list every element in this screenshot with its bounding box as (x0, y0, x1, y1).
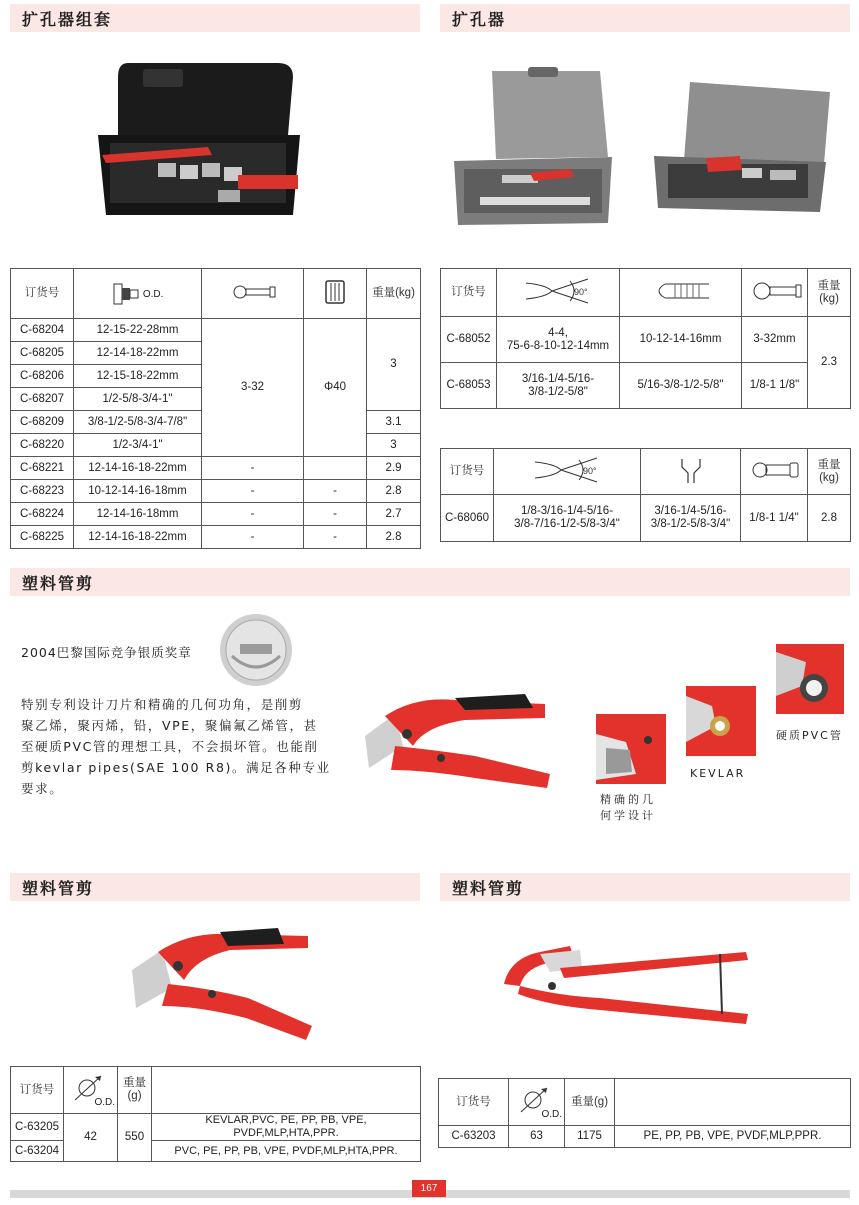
silver-medal-image (218, 612, 294, 688)
order-code: C-68223 (11, 480, 74, 503)
order-code: C-68224 (11, 503, 74, 526)
deburr-sizes-line: 3/8-1/2-5/8-3/4" (650, 518, 731, 530)
od-value: 10-12-14-16-18mm (74, 480, 202, 503)
order-number-header: 订货号 (441, 269, 497, 317)
section-title: 扩孔器 (452, 10, 507, 29)
kevlar-cut-image (686, 686, 756, 756)
order-code: C-68225 (11, 526, 74, 549)
od-value: 63 (509, 1126, 565, 1148)
pipe-cutter-main-image (355, 686, 555, 796)
order-number-header: 订货号 (11, 1067, 64, 1114)
description-line: 特别专利设计刀片和精确的几何功角，是削剪 (21, 697, 304, 712)
order-code: C-68052 (441, 317, 497, 363)
materials-value: PVC, PE, PP, PB, VPE, PVDF,MLP,HTA,PPR. (152, 1141, 421, 1162)
weight-header: 重量(g) (565, 1079, 615, 1126)
bender-header (620, 269, 742, 317)
pipe-cutter-63205-image (128, 918, 314, 1042)
flare-kit-spec-table (10, 268, 421, 549)
od-header (64, 1067, 118, 1114)
hard-pvc-cut-image (776, 644, 844, 714)
section-title: 扩孔器组套 (22, 10, 113, 29)
od-value: 42 (64, 1114, 118, 1162)
od-value: 12-14-16-18mm (74, 503, 202, 526)
pipe-cutter-icon (748, 280, 802, 302)
od-value: 12-14-16-18-22mm (74, 457, 202, 480)
deburr-sizes-line: 3/16-1/4-5/16- (654, 505, 727, 517)
order-code: C-68206 (11, 365, 74, 388)
weight-value: 2.9 (367, 457, 421, 480)
bender-sizes: 10-12-14-16mm (620, 317, 742, 363)
pipe-cutter-63205-spec-table (10, 1066, 421, 1162)
od-value: 12-15-22-28mm (74, 319, 202, 342)
description-line: 聚乙烯，聚丙烯，铅，VPE，聚偏氟乙烯管，甚 (21, 718, 318, 733)
section-header-pipe-cutter-left (10, 873, 420, 901)
flare-sizes-line: 1/8-3/16-1/4-5/16- (520, 505, 614, 517)
weight-header: 重量(g) (118, 1067, 152, 1114)
bender-sizes: 5/16-3/8-1/2-5/8" (620, 363, 742, 409)
order-code: C-68221 (11, 457, 74, 480)
angle-label: 90° (583, 465, 597, 476)
order-number-header: 订货号 (441, 449, 494, 495)
deburr-header (641, 449, 741, 495)
pipe-cutter-63203-spec-table (438, 1078, 851, 1148)
deburr-sizes (641, 495, 741, 542)
weight-header: 重量(kg) (808, 449, 851, 495)
weight-header: 重量(kg) (808, 269, 851, 317)
order-code: C-63203 (439, 1126, 509, 1148)
kevlar-caption: KEVLAR (690, 767, 746, 780)
materials-header (152, 1067, 421, 1114)
od-value: 12-15-18-22mm (74, 365, 202, 388)
od-header (74, 269, 202, 319)
section-header-pipe-cutter-right (440, 873, 850, 901)
precise-geometry-caption (600, 792, 656, 824)
weight-value: 550 (118, 1114, 152, 1162)
flare-sizes-line: 75-6-8-10-12-14mm (506, 339, 610, 352)
cutter-value: - (202, 503, 304, 526)
section-header-pipe-cutter (10, 568, 850, 596)
hard-pvc-caption: 硬质PVC管 (776, 729, 843, 742)
materials-header (615, 1079, 851, 1126)
description-line: 至硬质PVC管的理想工具，不会损坏管。也能削 (21, 739, 319, 754)
weight-header: 重量(kg) (367, 269, 421, 319)
deburr-tool-icon (676, 455, 706, 485)
od-label: O.D. (142, 288, 164, 300)
section-title: 塑料管剪 (22, 574, 95, 593)
award-text: 2004巴黎国际竞争银质奖章 (21, 645, 192, 660)
order-code: C-68205 (11, 342, 74, 365)
section-title: 塑料管剪 (452, 879, 525, 898)
flare-sizes-line: 3/8-7/16-1/2-5/8-3/4" (514, 518, 620, 530)
cutter-value: - (202, 526, 304, 549)
od-label: O.D. (541, 1108, 562, 1120)
weight-value: 2.8 (367, 526, 421, 549)
cutter-range: 1/8-1 1/4" (741, 495, 808, 542)
weight-value: 2.3 (808, 317, 851, 409)
flare-angle-icon (518, 273, 598, 309)
flare-sizes-line: 3/16-1/4-5/16- (521, 372, 595, 385)
flare-sizes (494, 495, 641, 542)
materials-value: PE, PP, PB, VPE, PVDF,MLP,PPR. (615, 1126, 851, 1148)
order-code: C-68220 (11, 434, 74, 457)
tube-bender-icon (647, 280, 715, 302)
section-header-flaring-tool (440, 4, 850, 32)
pipe-cutter-icon (746, 459, 802, 481)
reamer-value: - (304, 503, 367, 526)
section-title: 塑料管剪 (22, 879, 95, 898)
order-code: C-63205 (11, 1114, 64, 1141)
flaring-tool-spec-table-2 (440, 448, 851, 542)
flare-angle-header (497, 269, 620, 317)
od-value: 12-14-16-18-22mm (74, 526, 202, 549)
cutter-range: 3-32 (202, 319, 304, 457)
cutter-description (21, 694, 341, 799)
caption-line: 精确的几 (600, 793, 656, 806)
precise-geometry-image (596, 714, 666, 784)
flaring-tool-spec-table (440, 268, 851, 409)
cutter-range: 1/8-1 1/8" (742, 363, 808, 409)
flare-sizes (497, 317, 620, 363)
od-value: 1/2-3/4-1" (74, 434, 202, 457)
pipe-cutter-icon (230, 283, 276, 301)
flare-angle-header (494, 449, 641, 495)
order-code: C-68209 (11, 411, 74, 434)
reamer-value: - (304, 480, 367, 503)
flare-sizes (497, 363, 620, 409)
weight-value: 3.1 (367, 411, 421, 434)
description-line: 剪kevlar pipes(SAE 100 R8)。满足各种专业 (21, 760, 331, 775)
flare-kit-case-image (88, 55, 308, 220)
weight-value: 1175 (565, 1126, 615, 1148)
order-code: C-68053 (441, 363, 497, 409)
weight-value: 3 (367, 434, 421, 457)
angle-label: 90° (574, 286, 588, 297)
flare-angle-icon (527, 452, 607, 488)
order-code: C-68207 (11, 388, 74, 411)
weight-value: 3 (367, 319, 421, 411)
cutter-range: 3-32mm (742, 317, 808, 363)
order-code: C-68060 (441, 495, 494, 542)
pipe-cutter-header (202, 269, 304, 319)
reamer-header (304, 269, 367, 319)
flaring-tool-plastic-case-image (450, 65, 615, 227)
flare-block-icon (112, 282, 140, 306)
cutter-value: - (202, 457, 304, 480)
cutter-value: - (202, 480, 304, 503)
order-number-header: 订货号 (439, 1079, 509, 1126)
weight-value: 2.7 (367, 503, 421, 526)
reamer-value (304, 457, 367, 480)
order-code: C-63204 (11, 1141, 64, 1162)
page-number: 167 (412, 1180, 446, 1197)
section-header-flare-kit (10, 4, 420, 32)
weight-value: 2.8 (367, 480, 421, 503)
flare-sizes-line: 3/8-1/2-5/8" (528, 385, 588, 398)
flaring-tool-metal-case-image (650, 78, 832, 216)
reamer-icon (324, 279, 346, 305)
reamer-value: - (304, 526, 367, 549)
pipe-cutter-header (741, 449, 808, 495)
description-line: 要求。 (21, 781, 64, 796)
pipe-cutter-header (742, 269, 808, 317)
od-value: 3/8-1/2-5/8-3/4-7/8" (74, 411, 202, 434)
od-label: O.D. (94, 1096, 115, 1108)
od-value: 1/2-5/8-3/4-1" (74, 388, 202, 411)
caption-line: 何学设计 (600, 809, 656, 822)
order-code: C-68204 (11, 319, 74, 342)
od-header (509, 1079, 565, 1126)
flare-sizes-line: 4-4, (548, 326, 568, 339)
weight-value: 2.8 (808, 495, 851, 542)
order-number-header: 订货号 (11, 269, 74, 319)
materials-value: KEVLAR,PVC, PE, PP, PB, VPE, PVDF,MLP,HTA,PPR. (152, 1114, 421, 1141)
pipe-cutter-63203-image (500, 938, 752, 1028)
od-value: 12-14-18-22mm (74, 342, 202, 365)
reamer-diameter: Φ40 (304, 319, 367, 457)
